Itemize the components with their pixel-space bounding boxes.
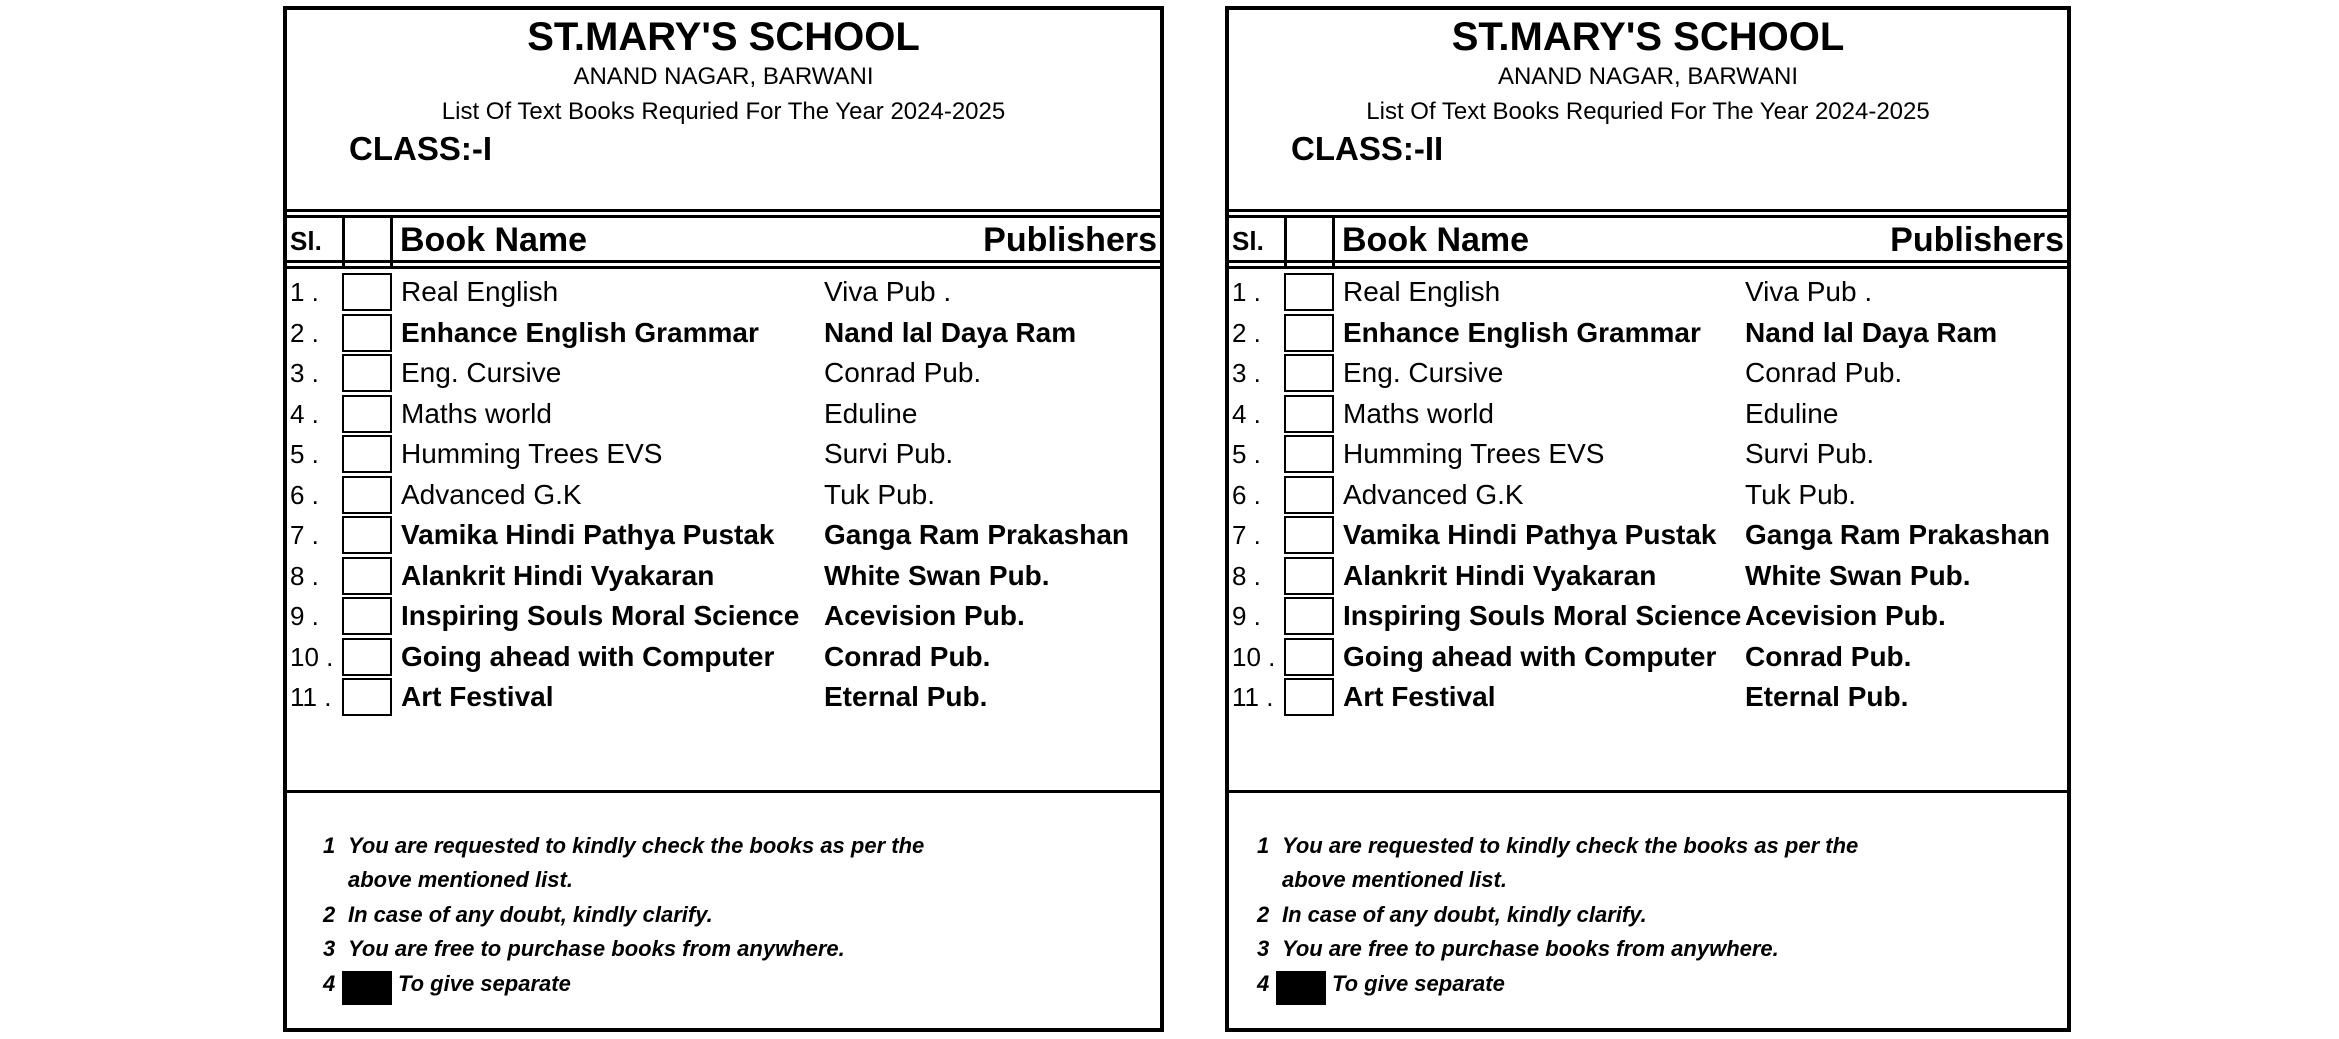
book-publisher: Ganga Ram Prakashan	[824, 519, 1130, 550]
class-label: CLASS:-I	[349, 130, 492, 167]
book-checkbox[interactable]	[342, 638, 392, 676]
booklist-sheet-class-1	[283, 6, 1164, 1032]
book-checkbox[interactable]	[1284, 678, 1334, 716]
school-name: ST.MARY'S SCHOOL	[1451, 15, 1845, 59]
book-name: Vamika Hindi Pathya Pustak	[401, 519, 775, 550]
column-header-publishers: Publishers	[983, 221, 1157, 259]
book-name: Eng. Cursive	[401, 357, 562, 388]
book-row	[287, 434, 1160, 474]
book-row	[1229, 394, 2067, 434]
column-header-divider	[287, 266, 1160, 269]
note-number: 1	[1257, 833, 1270, 858]
book-name: Alankrit Hindi Vyakaran	[1343, 559, 1657, 591]
book-name: Maths world	[1343, 397, 1494, 429]
list-title: List Of Text Books Requried For The Year 2024-2025	[441, 98, 1006, 125]
book-checkbox[interactable]	[342, 597, 392, 635]
school-name: ST.MARY'S SCHOOL	[527, 15, 920, 59]
note-number: 1	[323, 833, 336, 858]
book-row	[287, 596, 1160, 636]
column-header-sl: Sl.	[290, 226, 322, 256]
book-serial: 2 .	[290, 317, 319, 348]
book-row	[1229, 475, 2067, 515]
notes-section	[287, 790, 1160, 1028]
note-number: 2	[1257, 902, 1270, 927]
book-serial: 8 .	[1232, 560, 1261, 591]
book-checkbox[interactable]	[1284, 273, 1334, 311]
notes-section	[1229, 790, 2067, 1028]
book-name: Advanced G.K	[401, 478, 582, 510]
book-publisher: Eduline	[824, 397, 918, 429]
book-name: Vamika Hindi Pathya Pustak	[1343, 519, 1717, 550]
book-serial: 3 .	[290, 358, 319, 388]
book-publisher: Conrad Pub.	[1745, 640, 1912, 672]
note-number: 4	[1257, 971, 1270, 996]
book-publisher: White Swan Pub.	[824, 559, 1050, 591]
booklist-sheet-class-2	[1225, 6, 2071, 1032]
book-name: Enhance English Grammar	[401, 316, 759, 348]
book-serial: 7 .	[1232, 520, 1261, 550]
book-name: Inspiring Souls Moral Science	[1343, 600, 1742, 631]
book-row	[287, 353, 1160, 393]
book-checkbox[interactable]	[342, 516, 392, 554]
redacted-mark	[1276, 971, 1326, 1005]
note-number: 4	[323, 971, 336, 996]
sheet-header	[287, 10, 1160, 210]
book-row	[287, 556, 1160, 596]
book-checkbox[interactable]	[1284, 354, 1334, 392]
book-publisher: Acevision Pub.	[1745, 600, 1946, 631]
book-checkbox[interactable]	[1284, 314, 1334, 352]
book-checkbox[interactable]	[342, 435, 392, 473]
book-serial: 4 .	[290, 398, 319, 429]
column-header-book-name: Book Name	[400, 221, 588, 259]
book-serial: 1 .	[1232, 277, 1261, 307]
note-text: You are requested to kindly check the books as per the	[1282, 833, 1859, 858]
header-divider	[287, 209, 1160, 212]
book-publisher: Ganga Ram Prakashan	[1745, 519, 2051, 550]
book-checkbox[interactable]	[1284, 476, 1334, 514]
book-name: Art Festival	[401, 681, 554, 712]
book-publisher: Conrad Pub.	[824, 640, 991, 672]
book-serial: 7 .	[290, 520, 319, 550]
book-publisher: Eternal Pub.	[824, 681, 988, 712]
book-checkbox[interactable]	[1284, 516, 1334, 554]
book-row	[287, 272, 1160, 312]
book-publisher: Tuk Pub.	[1745, 478, 1857, 510]
book-row	[1229, 677, 2067, 717]
book-checkbox[interactable]	[342, 314, 392, 352]
book-serial: 10 .	[1232, 641, 1276, 672]
book-publisher: Survi Pub.	[1745, 438, 1875, 469]
book-name: Art Festival	[1343, 681, 1496, 712]
book-checkbox[interactable]	[342, 273, 392, 311]
book-name: Real English	[1343, 276, 1501, 307]
book-serial: 3 .	[1232, 358, 1261, 388]
note-continuation: above mentioned list.	[348, 867, 573, 892]
book-row	[1229, 637, 2067, 677]
book-checkbox[interactable]	[1284, 435, 1334, 473]
sheet-header	[1229, 10, 2067, 210]
book-row	[1229, 313, 2067, 353]
school-address: ANAND NAGAR, BARWANI	[1497, 63, 1799, 90]
book-publisher: Eternal Pub.	[1745, 681, 1909, 712]
book-row	[1229, 272, 2067, 312]
book-serial: 10 .	[290, 641, 334, 672]
book-name: Inspiring Souls Moral Science	[401, 600, 800, 631]
column-header-publishers: Publishers	[1890, 221, 2064, 259]
book-row	[1229, 556, 2067, 596]
book-serial: 6 .	[1232, 479, 1261, 510]
book-publisher: Conrad Pub.	[824, 357, 982, 388]
book-name: Real English	[401, 276, 559, 307]
note-text: In case of any doubt, kindly clarify.	[348, 902, 713, 927]
book-name: Going ahead with Computer	[1343, 640, 1717, 672]
book-row	[287, 394, 1160, 434]
book-publisher: Acevision Pub.	[824, 600, 1025, 631]
book-checkbox[interactable]	[342, 476, 392, 514]
column-divider	[390, 216, 393, 266]
book-name: Humming Trees EVS	[401, 438, 663, 469]
redacted-mark	[342, 971, 392, 1005]
note-text: You are free to purchase books from anywhere.	[348, 936, 845, 961]
book-publisher: Conrad Pub.	[1745, 357, 1903, 388]
book-publisher: Tuk Pub.	[824, 478, 936, 510]
book-checkbox[interactable]	[342, 354, 392, 392]
book-name: Enhance English Grammar	[1343, 316, 1701, 348]
class-label: CLASS:-II	[1291, 130, 1444, 167]
book-serial: 9 .	[290, 601, 319, 631]
book-row	[1229, 434, 2067, 474]
book-name: Humming Trees EVS	[1343, 438, 1605, 469]
note-text: You are free to purchase books from anywhere.	[1282, 936, 1779, 961]
list-title: List Of Text Books Requried For The Year 2024-2025	[1366, 98, 1930, 125]
book-serial: 4 .	[1232, 398, 1261, 429]
book-publisher: White Swan Pub.	[1745, 559, 1971, 591]
note-text: In case of any doubt, kindly clarify.	[1282, 902, 1647, 927]
book-row	[1229, 353, 2067, 393]
column-divider	[1284, 216, 1287, 266]
book-checkbox[interactable]	[1284, 395, 1334, 433]
book-publisher: Viva Pub .	[1745, 276, 1873, 307]
book-publisher: Eduline	[1745, 397, 1839, 429]
column-header-book-name: Book Name	[1342, 221, 1530, 259]
school-address: ANAND NAGAR, BARWANI	[573, 63, 874, 90]
book-checkbox[interactable]	[1284, 597, 1334, 635]
book-row	[287, 515, 1160, 555]
book-row	[1229, 596, 2067, 636]
book-checkbox[interactable]	[342, 395, 392, 433]
book-row	[287, 677, 1160, 717]
book-publisher: Survi Pub.	[824, 438, 954, 469]
book-checkbox[interactable]	[342, 557, 392, 595]
note-number: 2	[323, 902, 336, 927]
note-text: To give separate	[1332, 971, 1505, 996]
note-number: 3	[323, 936, 336, 961]
book-serial: 11 .	[290, 682, 332, 712]
column-header-sl: Sl.	[1232, 226, 1264, 256]
note-text: To give separate	[398, 971, 571, 996]
book-serial: 5 .	[1232, 439, 1261, 469]
book-serial: 6 .	[290, 479, 319, 510]
book-row	[287, 637, 1160, 677]
book-row	[287, 475, 1160, 515]
book-publisher: Viva Pub .	[824, 276, 952, 307]
book-serial: 11 .	[1232, 682, 1274, 712]
column-divider	[1332, 216, 1335, 266]
column-header-divider	[1229, 266, 2067, 269]
book-serial: 2 .	[1232, 317, 1261, 348]
column-divider	[342, 216, 345, 266]
book-name: Alankrit Hindi Vyakaran	[401, 559, 715, 591]
book-name: Advanced G.K	[1343, 478, 1524, 510]
book-serial: 1 .	[290, 277, 319, 307]
book-publisher: Nand lal Daya Ram	[1745, 316, 1998, 348]
note-text: You are requested to kindly check the books as per the	[348, 833, 925, 858]
note-number: 3	[1257, 936, 1270, 961]
book-row	[1229, 515, 2067, 555]
book-serial: 9 .	[1232, 601, 1261, 631]
book-name: Eng. Cursive	[1343, 357, 1504, 388]
header-divider	[1229, 209, 2067, 212]
book-serial: 5 .	[290, 439, 319, 469]
book-name: Maths world	[401, 397, 552, 429]
note-continuation: above mentioned list.	[1282, 867, 1507, 892]
book-row	[287, 313, 1160, 353]
book-publisher: Nand lal Daya Ram	[824, 316, 1077, 348]
book-checkbox[interactable]	[342, 678, 392, 716]
book-checkbox[interactable]	[1284, 557, 1334, 595]
book-checkbox[interactable]	[1284, 638, 1334, 676]
book-name: Going ahead with Computer	[401, 640, 775, 672]
book-serial: 8 .	[290, 560, 319, 591]
